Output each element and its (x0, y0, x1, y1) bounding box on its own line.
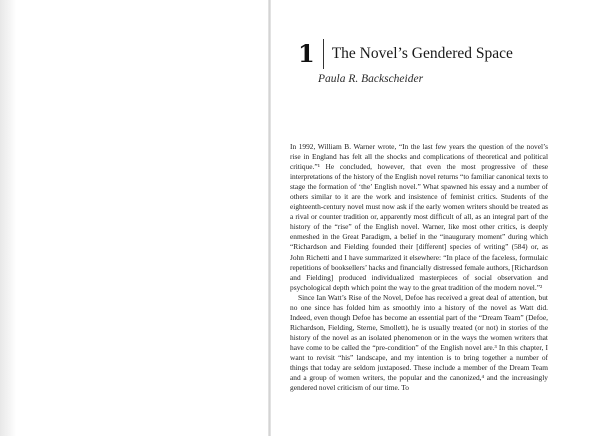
author-name: Paula R. Backscheider (318, 73, 424, 85)
left-page-gutter (0, 0, 16, 436)
chapter-divider-rule (323, 39, 324, 69)
chapter-heading (298, 40, 513, 69)
chapter-title: The Novel’s Gendered Space (331, 45, 513, 62)
body-text (290, 142, 548, 393)
book-spine-shadow (268, 0, 271, 436)
paragraph-1: In 1992, William B. Warner wrote, “In the last few years the question of the novel’s rise in England has felt all the shocks and complications of theoretical and political critique.”¹ He concluded, however, that even the most progressive of these interpretations of the history of the English novel returns “to familiar canonical texts to stage the formation of ‘the’ English novel.” What spawned his essay and a number of others similar to it are the work and insistence of feminist critics. Students of the eighteenth-century novel must now ask if the early women writers should be treated as a rival or counter tradition or, apparently most difficult of all, as an integral part of the history of the “rise” of the English novel. Warner, like most other critics, is deeply enmeshed in the Great Paradigm, a belief in the “inaugurary moment” during which “Richardson and Fielding founded their [different] species of writing” (584) or, as John Richetti and I have summarized it elsewhere: “In place of the faceless, formulaic repetitions of booksellers’ hacks and financially distressed female authors, [Richardson and Fielding] produced individualized masterpieces of social observation and psychological depth which point the way to the great tradition of the modern novel.”² (290, 142, 548, 292)
chapter-number: 1 (298, 39, 315, 68)
paragraph-2: Since Ian Watt’s Rise of the Novel, Defoe has received a great deal of attention, but no one since has folded him as smoothly into a history of the novel as Watt did. Indeed, even though Defoe has become an essential part of the “Dream Team” (Defoe, Richardson, Fielding, Sterne, Smollett), he is usually treated (or not) in stories of the history of the novel as an isolated phenomenon or in the ways the women writers that have come to be called the “pre-condition” of the English novel are.³ In this chapter, I want to revisit “his” landscape, and my intention is to bring together a number of things that today are seldom juxtaposed. These include a member of the Dream Team and a group of women writers, the popular and the canonized,⁴ and the increasingly gendered novel criticism of our time. To (290, 292, 548, 393)
